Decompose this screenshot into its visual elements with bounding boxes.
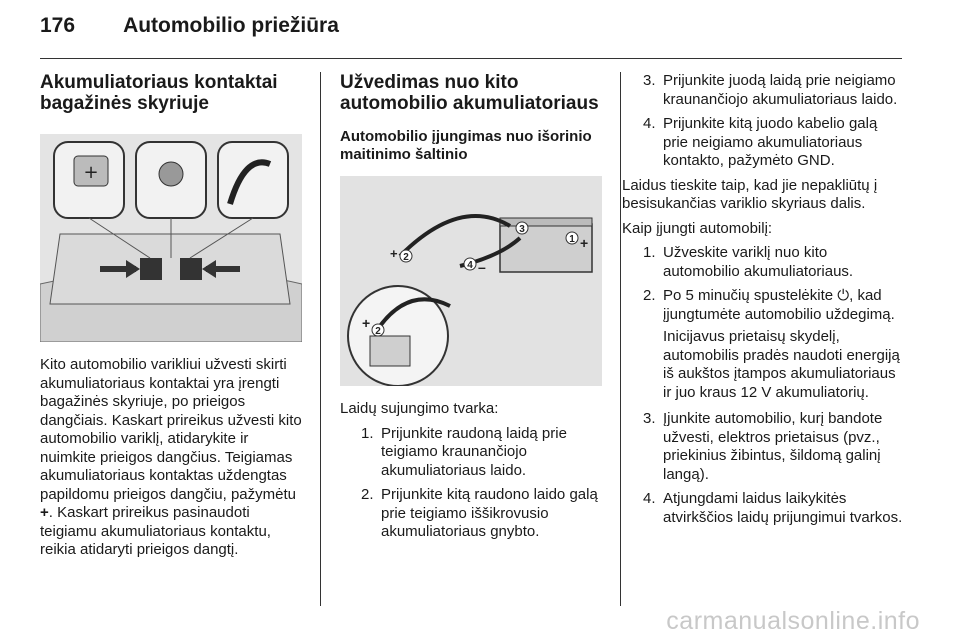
page-title: Automobilio priežiūra <box>123 14 339 37</box>
column-3 <box>622 72 906 533</box>
connection-order-intro: Laidų sujungimo tvarka: <box>340 400 499 417</box>
column-divider-1 <box>320 72 321 606</box>
section-heading-battery-contacts: Akumuliatoriaus kontaktai bagažinės skyriuje <box>40 72 278 114</box>
list-item: 3. Įjunkite automobilio, kurį bandote užvesti, elektros prietaisus (pvz., priekinius žibintus, šildomą galinį langą). <box>643 410 883 483</box>
para-part-1: Kito automobilio varikliui užvesti skirti akumuliatoriaus kontaktai yra įrengti bagažinės skyriuje, po prieigos dangčiais. Kaskart prireikus užvesti kito automobilio variklį, atidarykite ir nuimkite prieigos dangčius. Teigiamas akumuliatoriaus kontaktas uždengtas papildomu prieigos dangčiu, pažymėtu <box>40 356 302 503</box>
figure-label-2: 2 <box>403 252 409 263</box>
svg-text:+: + <box>83 162 99 183</box>
header-rule <box>40 58 902 59</box>
start-intro: Kaip įjungti automobilį: <box>622 219 773 237</box>
dashboard-init-note: Inicijavus prietaisų skydelį, automobilis pradės naudoti energiją iš aukštos įtampos akumuliatoriaus ir juo kraus 12 V akumuliatorių. <box>663 328 900 401</box>
figure-label-2-inset: 2 <box>375 326 381 337</box>
list-item: 1. Užveskite variklį nuo kito automobilio akumuliatoriaus. <box>643 244 854 280</box>
subheading-external-power: Automobilio įjungimas nuo išorinio maitinimo šaltinio <box>340 128 592 163</box>
svg-text:+: + <box>580 235 589 251</box>
list-item: 2. Po 5 minučių spustelėkite ⏻, kad įjungtumėte automobilio uždegimą. <box>643 287 895 323</box>
trunk-battery-figure <box>40 134 302 342</box>
watermark: carmanualsonline.info <box>666 607 920 635</box>
figure-label-1: 1 <box>569 234 575 245</box>
list-item: 3. Prijunkite juodą laidą prie neigiamo kraunančiojo akumuliatoriaus laido. <box>643 72 898 108</box>
trunk-illustration <box>40 134 302 342</box>
plus-symbol: + <box>40 504 49 521</box>
connection-steps-list <box>340 425 604 542</box>
figure-label-3: 3 <box>519 224 525 235</box>
figure-label-4: 4 <box>467 260 473 271</box>
jump-start-figure <box>340 176 602 386</box>
list-item: 4. Atjungdami laidus laikykitės atvirkščios laidų prijungimui tvarkos. <box>643 490 903 526</box>
page-header <box>40 14 339 38</box>
battery-contacts-paragraph <box>40 356 308 560</box>
jump-start-illustration <box>340 176 602 386</box>
connection-steps-continued <box>622 72 906 171</box>
column-1 <box>40 72 308 560</box>
cable-routing-note: Laidus tieskite taip, kad jie nepakliūtų į besisukančias variklio skyriaus dalis. <box>622 176 878 212</box>
svg-text:+: + <box>390 246 398 261</box>
svg-text:+: + <box>362 315 371 331</box>
list-item: 2. Prijunkite kitą raudono laido galą prie teigiamo iššikrovusio akumuliatoriaus gnybto. <box>361 486 598 540</box>
start-steps-list <box>622 244 906 324</box>
column-2 <box>340 72 604 548</box>
start-steps-list-continued <box>622 410 906 527</box>
list-item: 4. Prijunkite kitą juodo kabelio galą prie neigiamo akumuliatoriaus kontakto, pažymėto GND. <box>643 115 878 169</box>
page-number: 176 <box>40 14 76 37</box>
para-part-2: . Kaskart prireikus pasinaudoti teigiamu akumuliatoriaus kontaktu, reikia atidaryti prieigos dangtį. <box>40 504 271 558</box>
section-heading-jump-start: Užvedimas nuo kito automobilio akumuliatoriaus <box>340 72 599 114</box>
svg-text:–: – <box>478 259 486 275</box>
list-item: 1. Prijunkite raudoną laidą prie teigiamo kraunančiojo akumuliatoriaus laido. <box>361 424 567 479</box>
column-divider-2 <box>620 72 621 606</box>
